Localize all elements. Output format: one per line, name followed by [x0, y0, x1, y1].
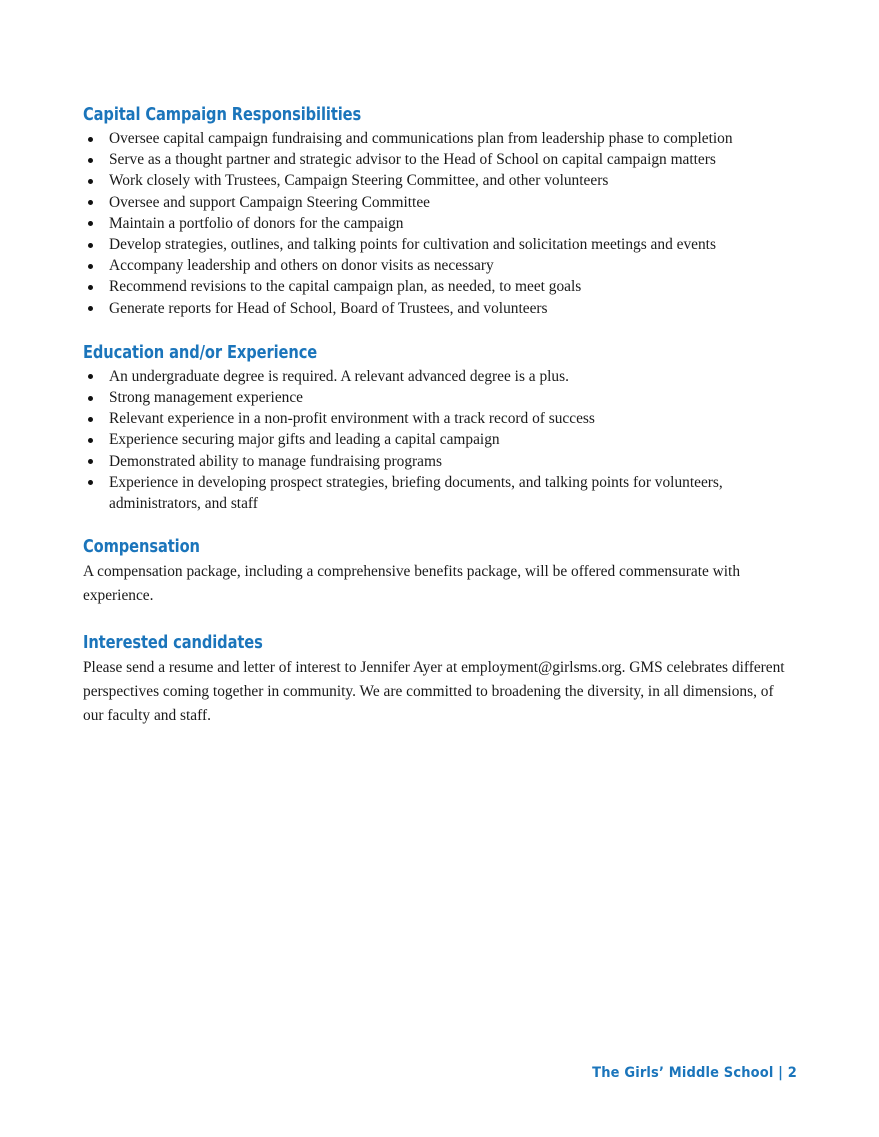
list-item: Serve as a thought partner and strategic advisor to the Head of School on capital campaign matters	[83, 149, 789, 170]
section-interested-candidates	[83, 632, 789, 729]
list-item: Accompany leadership and others on donor visits as necessary	[83, 255, 789, 276]
education-bullet-list	[83, 366, 789, 514]
section-heading-interested-candidates: Interested candidates	[83, 632, 263, 653]
list-item: Recommend revisions to the capital campaign plan, as needed, to meet goals	[83, 276, 789, 297]
section-compensation	[83, 536, 789, 608]
list-item: Maintain a portfolio of donors for the campaign	[83, 213, 789, 234]
list-item: Work closely with Trustees, Campaign Steering Committee, and other volunteers	[83, 170, 789, 191]
list-item: Strong management experience	[83, 387, 789, 408]
responsibilities-bullet-list	[83, 128, 789, 319]
list-item: Develop strategies, outlines, and talking points for cultivation and solicitation meetings and events	[83, 234, 789, 255]
section-heading-responsibilities: Capital Campaign Responsibilities	[83, 105, 362, 125]
section-education-and-experience	[83, 342, 789, 514]
list-item: Generate reports for Head of School, Board of Trustees, and volunteers	[83, 298, 789, 319]
list-item: Experience in developing prospect strategies, briefing documents, and talking points for volunteers, administrators, and staff	[83, 472, 789, 514]
section-capital-campaign-responsibilities	[83, 104, 789, 319]
interested-candidates-paragraph: Please send a resume and letter of interest to Jennifer Ayer at employment@girlsms.org. GMS celebrates different perspectives coming together in community. We are committed to broadening the diversity, in all dimensions, of our faculty and staff.	[83, 658, 785, 725]
list-item: Oversee capital campaign fundraising and communications plan from leadership phase to completion	[83, 128, 789, 149]
section-heading-compensation: Compensation	[83, 537, 200, 558]
compensation-paragraph: A compensation package, including a comprehensive benefits package, will be offered commensurate with experience.	[83, 563, 741, 605]
list-item: Relevant experience in a non-profit environment with a track record of success	[83, 408, 789, 429]
list-item: Oversee and support Campaign Steering Committee	[83, 192, 789, 213]
document-body	[83, 104, 789, 728]
page-footer: The Girls’ Middle School | 2	[592, 1065, 797, 1081]
list-item: An undergraduate degree is required. A relevant advanced degree is a plus.	[83, 366, 789, 387]
list-item: Experience securing major gifts and leading a capital campaign	[83, 429, 789, 450]
list-item: Demonstrated ability to manage fundraising programs	[83, 451, 789, 472]
section-heading-education: Education and/or Experience	[83, 342, 318, 363]
